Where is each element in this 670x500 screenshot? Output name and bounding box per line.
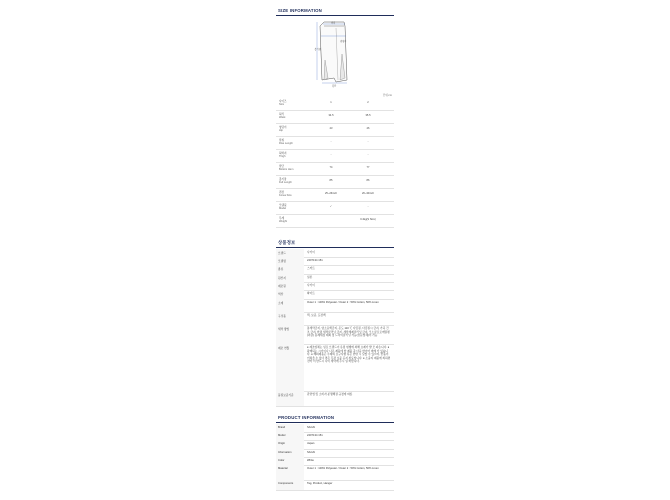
size-row-label-en: Korea Size xyxy=(279,193,292,197)
size-cell: ✓ xyxy=(329,205,333,208)
info-ko-value: Outer 1 : 100% Polyester / Outer 2 : 50% Cotton, 50% Linen xyxy=(307,301,379,304)
info-ko-value: 일본 xyxy=(307,276,313,279)
size-cell: 86 xyxy=(366,179,370,182)
size-row-label-en: Weight xyxy=(279,219,288,223)
info-ko-value: 스커트 xyxy=(307,267,315,270)
info-ko-value: 사카이 xyxy=(307,251,315,254)
size-row xyxy=(276,214,394,228)
info-en-value: SACAI xyxy=(307,426,316,429)
info-en-label: Material xyxy=(278,467,288,470)
size-cell: 35.5 xyxy=(365,114,371,117)
info-en-value: SACAI xyxy=(307,451,316,454)
size-row-label-ko: 밑위 xyxy=(279,138,285,142)
info-ko-value: 2407134 151 xyxy=(307,259,323,262)
info-ko-label: 종류 xyxy=(278,268,284,271)
info-ko-row xyxy=(276,344,394,392)
size-cell: - xyxy=(330,153,332,156)
info-ko-row xyxy=(276,299,394,313)
size-row xyxy=(276,110,394,124)
info-ko-label: 구성품 xyxy=(278,315,286,318)
info-ko-label: 모델명 xyxy=(278,260,286,263)
size-row-label-en: Bottom Hem xyxy=(279,167,294,171)
size-row-label-ko: 밑단 xyxy=(279,164,285,168)
info-ko-label: 제조원 xyxy=(278,285,286,288)
size-section-title: SIZE INFORMATION xyxy=(278,8,322,13)
size-cell: 85 xyxy=(329,179,333,182)
info-ko-label: 소재 xyxy=(278,302,284,305)
info-en-value: White xyxy=(307,459,314,462)
size-row-label-ko: 무게 xyxy=(279,216,285,220)
size-cell: 43 xyxy=(329,127,333,130)
size-row-label-ko: 허벅지 xyxy=(279,151,287,155)
size-cell: 1 xyxy=(330,101,332,104)
product-info-ko-title: 상품정보 xyxy=(278,240,296,245)
size-row-label-ko: 권장 xyxy=(279,190,285,194)
size-row-label xyxy=(279,178,292,184)
size-cell: 34.5 xyxy=(328,114,334,117)
size-row xyxy=(276,97,394,111)
size-row-label-en: Thigh xyxy=(279,154,286,158)
info-ko-label-cell xyxy=(276,344,304,391)
size-row xyxy=(276,175,394,189)
size-row xyxy=(276,136,394,150)
size-row-label xyxy=(279,217,287,223)
size-cell: 74 xyxy=(329,166,333,169)
info-ko-row xyxy=(276,325,394,345)
diagram-length-label: 총기장 xyxy=(314,49,321,51)
size-row-label-en: Hip xyxy=(279,128,283,132)
info-ko-value: 택, 보증, 포장백 xyxy=(307,314,326,317)
info-en-row xyxy=(276,480,394,491)
info-en-label: Color xyxy=(278,459,285,462)
size-row-label-en: Model xyxy=(279,206,287,210)
size-cell: 0.4kg(S Size) xyxy=(360,218,376,221)
info-en-value: Japan xyxy=(307,442,315,445)
info-ko-value: 사카이 xyxy=(307,284,315,287)
size-row-label xyxy=(279,139,293,145)
size-row-label-en: Rise Length xyxy=(279,141,293,145)
size-row-label-ko: 엉덩이 xyxy=(279,125,287,129)
diagram-waist-label: 허리 xyxy=(331,22,336,25)
size-cell: - xyxy=(367,140,369,143)
info-ko-label: 브랜드 xyxy=(278,252,286,255)
size-cell: 46 xyxy=(366,127,370,130)
size-row xyxy=(276,162,394,176)
size-cell: - xyxy=(367,205,369,208)
info-en-value: 2407134 151 xyxy=(307,434,323,437)
info-ko-label: 제조 연월 xyxy=(278,347,290,350)
size-row-label-en: Full Length xyxy=(279,180,292,184)
size-row-label xyxy=(279,191,292,197)
size-row-label xyxy=(279,204,287,210)
info-en-value: Outer 1 : 100% Polyester / Outer 2 : 50% Cotton, 50% Linen xyxy=(307,467,379,470)
info-en-label: Model xyxy=(278,434,286,437)
info-en-label: Brand xyxy=(278,426,286,429)
size-row-label-ko: 총기장 xyxy=(279,177,287,181)
diagram-hip-label: 엉덩이 xyxy=(340,41,347,43)
info-en-label: Components xyxy=(278,482,294,485)
size-row-label xyxy=(279,100,287,106)
size-row xyxy=(276,149,394,163)
info-en-label: Origin xyxy=(278,442,286,445)
size-unit-label: 단위:cm xyxy=(382,94,392,97)
info-en-row xyxy=(276,465,394,481)
size-row-label xyxy=(279,165,293,171)
product-info-ko-divider xyxy=(276,247,394,248)
info-ko-value: ● 제조업체는 일로 브랜드이 유럽 현행에 의해 요제가 발 모 파손니다. ● 판매되는 시기이나 나온 제품에 한 제품 측 다음 한이어 바레 가 있습니다. ● 해외제품은 수제의 요구사항 혹은 반면 시 달할 수 있으며, 반품이 어려울 수 있다 면은 무관 보증 공지 완료입니다. ● 소중지 제품에 의하면 전약 이 반드시 나이 세탁에 주시 일 바랍니다. xyxy=(307,346,391,364)
info-ko-value: 관련법 및 소비자 분쟁해결 규정에 따름 xyxy=(307,393,353,396)
size-row xyxy=(276,188,394,202)
size-row-label-ko: 모델핏 xyxy=(279,203,287,207)
info-ko-value: 통세탁금지, 염소표백금지, 온도 110 ℃ 다림질, 다림질시 금지, 가죽 건조 금지, 한겹 세탁클리닝 금지, 세탁세제클리닝 금지, 모노클로로에틸렌(퍼클) 용제세정 제외 및 드라이클리닝 가능(전문업체)이 가능 xyxy=(307,327,390,338)
size-row-label-en: Size xyxy=(279,102,285,106)
info-ko-value: 화이트 xyxy=(307,292,315,295)
product-info-en-divider xyxy=(276,422,394,423)
size-row-label xyxy=(279,152,287,158)
size-row-label-ko: 허리 xyxy=(279,112,285,116)
info-en-label: Information xyxy=(278,451,292,454)
size-row-label-en: Waist xyxy=(279,115,286,119)
size-cell: 26~30inch xyxy=(361,192,375,195)
size-row xyxy=(276,123,394,137)
size-row-label-ko: 사이즈 xyxy=(279,99,287,103)
info-ko-row xyxy=(276,391,394,407)
info-ko-label: 세탁 방법 xyxy=(278,328,290,331)
product-info-en-title: PRODUCT INFORMATION xyxy=(278,415,335,420)
info-ko-label: 품질보증기준 xyxy=(278,394,294,397)
diagram-hem-label: 밑단 xyxy=(332,85,337,88)
size-cell: 77 xyxy=(366,166,370,169)
size-cell: - xyxy=(367,153,369,156)
size-row-label xyxy=(279,113,285,119)
skirt-diagram xyxy=(314,20,354,88)
size-section-divider xyxy=(276,15,394,16)
size-cell: 25~26inch xyxy=(324,192,338,195)
size-row xyxy=(276,201,394,215)
size-cell: 2 xyxy=(367,101,369,104)
info-ko-label: 색상 xyxy=(278,293,284,296)
info-ko-label: 원산지 xyxy=(278,277,286,280)
info-en-value: Tag, Product, Hanger xyxy=(307,482,333,485)
size-row-label xyxy=(279,126,287,132)
info-ko-row xyxy=(276,312,394,326)
size-cell: - xyxy=(330,140,332,143)
